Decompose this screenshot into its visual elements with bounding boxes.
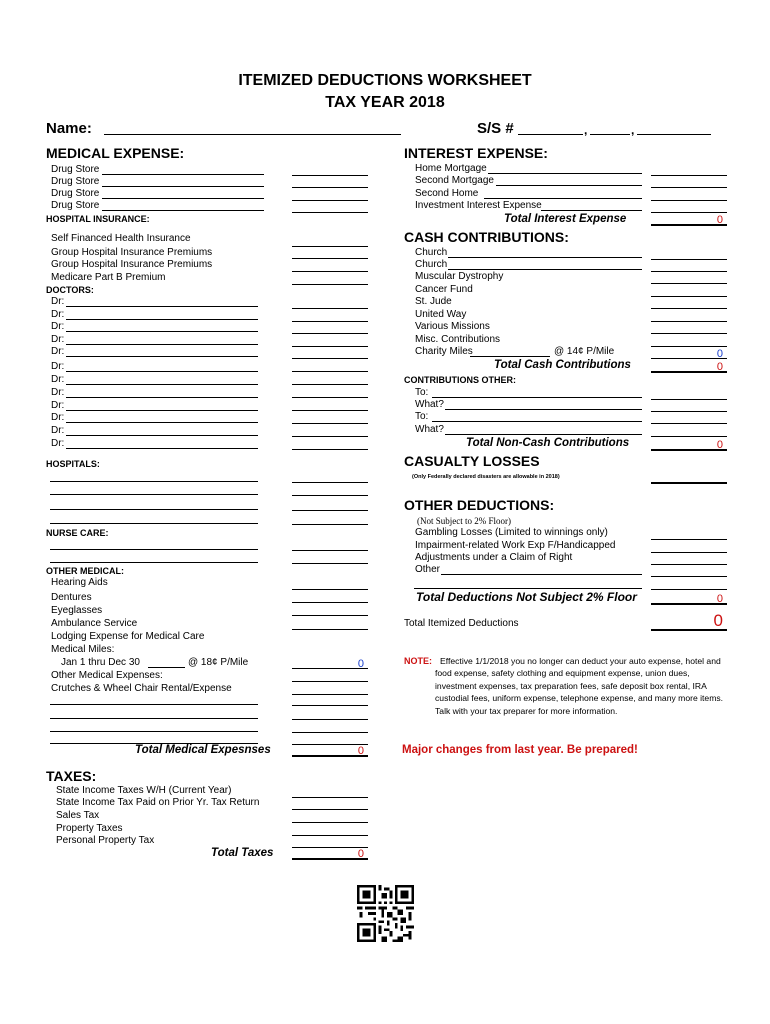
nurse-line[interactable] [50,549,258,550]
dr-line[interactable] [66,306,258,307]
total-cash-label: Total Cash Contributions [494,359,631,371]
dr-label: Dr: [51,296,65,307]
note-label: NOTE: [404,656,432,666]
amount-field[interactable] [292,398,368,411]
contribution-other-item: What? [415,399,444,410]
dr-label: Dr: [51,361,65,372]
tax-year: TAX YEAR 2018 [325,94,445,111]
hospital-line[interactable] [50,494,258,495]
drug-store-line[interactable] [102,198,264,199]
charity-miles-field[interactable] [470,356,550,357]
amount-field[interactable] [292,577,368,590]
dr-line[interactable] [66,435,258,436]
contribution-other-item: To: [415,411,429,422]
drug-store-label: Drug Store [51,164,100,175]
ss-label: S/S # [477,120,514,137]
cash-item: Church [415,259,448,270]
cash-item: Various Missions [415,321,490,332]
charity-miles-value: 0 [716,348,723,360]
total-cash-value: 0 [716,361,723,373]
amount-field[interactable] [292,175,368,188]
insurance-item: Medicare Part B Premium [51,272,166,283]
tax-item: Sales Tax [56,810,100,821]
interest-line[interactable] [541,210,642,211]
amount-field[interactable] [292,296,368,309]
medical-miles-value: 0 [357,658,364,670]
amount-field[interactable] [651,321,727,334]
amount-field[interactable] [292,200,368,213]
insurance-item: Self Financed Health Insurance [51,233,191,244]
casualty-amount[interactable] [651,470,727,484]
medical-miles-date: Jan 1 thru Dec 30 [61,657,140,668]
total-interest-amount[interactable] [651,212,727,226]
other-medical-item: Medical Miles: [51,644,115,655]
drug-store-label: Drug Store [51,200,100,211]
ss-sep-2: , [631,123,635,137]
dr-line[interactable] [66,384,258,385]
charity-miles-label: Charity Miles [415,346,473,357]
total-interest-value: 0 [716,214,723,226]
contribution-line[interactable] [432,421,642,422]
cash-line[interactable] [448,269,642,270]
total-noncash-amount[interactable] [651,437,727,451]
casualty-heading: CASUALTY LOSSES [404,453,540,469]
amount-field[interactable] [292,483,368,496]
note-text: Effective 1/1/2018 you no longer can deduct your auto expense, hotel and food expense, safety clothing and equipment expense, union dues, investment expenses, tax preparation fees, safe deposit box rental, IRA custodial fees, uniform expense, telephone expense, and many more items. Talk with your tax preparer for more information. [435,656,724,716]
amount-field[interactable] [651,175,727,188]
other-medical-expenses-label: Other Medical Expenses: [51,670,163,681]
other-medical-item: Hearing Aids [51,577,108,588]
amount-field[interactable] [292,693,368,706]
total-noncash-value: 0 [716,439,723,451]
interest-item: Second Mortgage [415,175,494,186]
interest-line[interactable] [488,173,642,174]
cash-item: Church [415,247,448,258]
doctors-heading: DOCTORS: [46,285,94,295]
charity-miles-rate: @ 14¢ P/Mile [554,346,615,357]
amount-field[interactable] [292,437,368,450]
other-deductions-note: (Not Subject to 2% Floor) [417,516,511,526]
total-medical-amount[interactable] [292,743,368,757]
tax-item: Personal Property Tax [56,835,155,846]
other-deductions-heading: OTHER DEDUCTIONS: [404,497,555,513]
contribution-line[interactable] [445,409,642,410]
insurance-item: Group Hospital Insurance Premiums [51,259,213,270]
dr-label: Dr: [51,334,65,345]
amount-field[interactable] [292,810,368,823]
cash-heading: CASH CONTRIBUTIONS: [404,229,569,245]
total-medical-value: 0 [357,745,364,757]
total-taxes-amount[interactable] [292,846,368,860]
amount-field[interactable] [292,411,368,424]
amount-field[interactable] [651,411,727,424]
medical-heading: MEDICAL EXPENSE: [46,145,185,161]
other-medical-item: Eyeglasses [51,605,103,616]
crutches-label: Crutches & Wheel Chair Rental/Expense [51,683,232,694]
amount-field[interactable] [292,551,368,564]
total-itemized-amount[interactable] [651,613,727,631]
medical-miles-rate: @ 18¢ P/Mile [188,657,249,668]
dr-label: Dr: [51,321,65,332]
amount-field[interactable] [292,359,368,372]
other-line[interactable] [50,718,258,719]
hospital-line[interactable] [50,523,258,524]
amount-field[interactable] [651,527,727,540]
page-title: ITEMIZED DEDUCTIONS WORKSHEET [238,72,532,89]
amount-field[interactable] [651,424,727,437]
contribution-other-item: What? [415,424,444,435]
cash-item: Misc. Contributions [415,334,501,345]
dr-line[interactable] [66,410,258,411]
medical-miles-field[interactable] [148,667,185,668]
contributions-other-heading: CONTRIBUTIONS OTHER: [404,375,516,385]
dr-label: Dr: [51,374,65,385]
medical-miles-amount[interactable] [292,656,368,669]
taxes-heading: TAXES: [46,768,97,784]
dr-label: Dr: [51,425,65,436]
amount-field[interactable] [292,424,368,437]
dr-label: Dr: [51,438,65,449]
drug-store-label: Drug Store [51,188,100,199]
other-deduction-item: Adjustments under a Claim of Right [415,552,573,563]
cash-item: Muscular Dystrophy [415,271,504,282]
dr-label: Dr: [51,412,65,423]
total-not-subject-amount[interactable] [651,591,727,605]
name-label: Name: [46,120,92,137]
other-medical-heading: OTHER MEDICAL: [46,566,124,576]
ss-field-3[interactable] [637,134,711,135]
contribution-other-item: To: [415,387,429,398]
dr-line[interactable] [66,448,258,449]
total-not-subject-value: 0 [716,593,723,605]
other-line[interactable] [50,704,258,705]
other-medical-item: Ambulance Service [51,618,138,629]
amount-field[interactable] [651,564,727,577]
other-deduction-item: Other [415,564,441,575]
amount-field[interactable] [292,272,368,285]
drug-store-label: Drug Store [51,176,100,187]
interest-line[interactable] [496,185,642,186]
tax-item: Property Taxes [56,823,123,834]
dr-line[interactable] [66,397,258,398]
dr-line[interactable] [66,356,258,357]
ss-field-2[interactable] [590,134,630,135]
cash-item: Cancer Fund [415,284,473,295]
other-deduction-item: Impairment-related Work Exp F/Handicapped [415,540,616,551]
amount-field[interactable] [292,372,368,385]
other-deduction-line[interactable] [414,588,642,589]
other-deduction-line[interactable] [441,574,642,575]
dr-line[interactable] [66,371,258,372]
total-taxes-value: 0 [357,848,364,860]
amount-field[interactable] [292,246,368,259]
dr-label: Dr: [51,309,65,320]
amount-field[interactable] [651,296,727,309]
amount-field[interactable] [292,498,368,511]
other-medical-item: Dentures [51,592,92,603]
total-taxes-label: Total Taxes [211,847,274,859]
other-medical-item: Lodging Expense for Medical Care [51,631,205,642]
dr-line[interactable] [66,344,258,345]
amount-field[interactable] [292,346,368,359]
hospital-line[interactable] [50,509,258,510]
qr-code-icon [357,885,414,942]
nurse-heading: NURSE CARE: [46,528,109,538]
total-not-subject-label: Total Deductions Not Subject 2% Floor [416,590,637,604]
charity-miles-amount[interactable] [651,346,727,359]
interest-item: Home Mortgage [415,163,487,174]
drug-store-line[interactable] [102,186,264,187]
amount-field[interactable] [651,271,727,284]
amount-field[interactable] [292,669,368,682]
name-field[interactable] [104,134,401,135]
dr-label: Dr: [51,387,65,398]
major-changes-text: Major changes from last year. Be prepared! [402,744,638,756]
other-deduction-item: Gambling Losses (Limited to winnings only) [415,527,608,538]
dr-line[interactable] [66,319,258,320]
cash-line[interactable] [448,257,642,258]
dr-line[interactable] [66,331,258,332]
other-line[interactable] [50,731,258,732]
casualty-note: (Only Federally declared disasters are allowable in 2018) [412,474,560,480]
cash-item: United Way [415,309,467,320]
ss-sep-1: , [584,123,588,137]
total-noncash-label: Total Non-Cash Contributions [466,437,630,449]
amount-field[interactable] [292,707,368,720]
dr-label: Dr: [51,400,65,411]
amount-field[interactable] [292,470,368,483]
total-interest-label: Total Interest Expense [504,213,627,225]
tax-item: State Income Taxes W/H (Current Year) [56,785,232,796]
amount-field[interactable] [292,603,368,616]
amount-field[interactable] [292,512,368,525]
drug-store-line[interactable] [102,174,264,175]
tax-item: State Income Tax Paid on Prior Yr. Tax Return [56,797,260,808]
interest-item: Investment Interest Expense [415,200,542,211]
contribution-line[interactable] [432,397,642,398]
dr-label: Dr: [51,346,65,357]
amount-field[interactable] [292,538,368,551]
drug-store-line[interactable] [102,210,264,211]
amount-field[interactable] [292,797,368,810]
interest-heading: INTEREST EXPENSE: [404,145,548,161]
total-itemized-label: Total Itemized Deductions [404,618,519,629]
total-itemized-value: 0 [713,611,723,630]
amount-field[interactable] [651,577,727,590]
amount-field[interactable] [292,321,368,334]
hospitals-heading: HOSPITALS: [46,459,100,469]
dr-line[interactable] [66,422,258,423]
total-cash-amount[interactable] [651,359,727,373]
amount-field[interactable] [292,385,368,398]
hospital-insurance-heading: HOSPITAL INSURANCE: [46,214,150,224]
amount-field[interactable] [292,590,368,603]
cash-item: St. Jude [415,296,452,307]
amount-field[interactable] [292,617,368,630]
ss-field-1[interactable] [518,134,583,135]
total-medical-label: Total Medical Expesnses [135,744,271,756]
amount-field[interactable] [292,259,368,272]
interest-item: Second Home [415,188,479,199]
insurance-item: Group Hospital Insurance Premiums [51,247,213,258]
hospital-line[interactable] [50,481,258,482]
nurse-line[interactable] [50,562,258,563]
contribution-line[interactable] [445,434,642,435]
interest-line[interactable] [484,198,642,199]
